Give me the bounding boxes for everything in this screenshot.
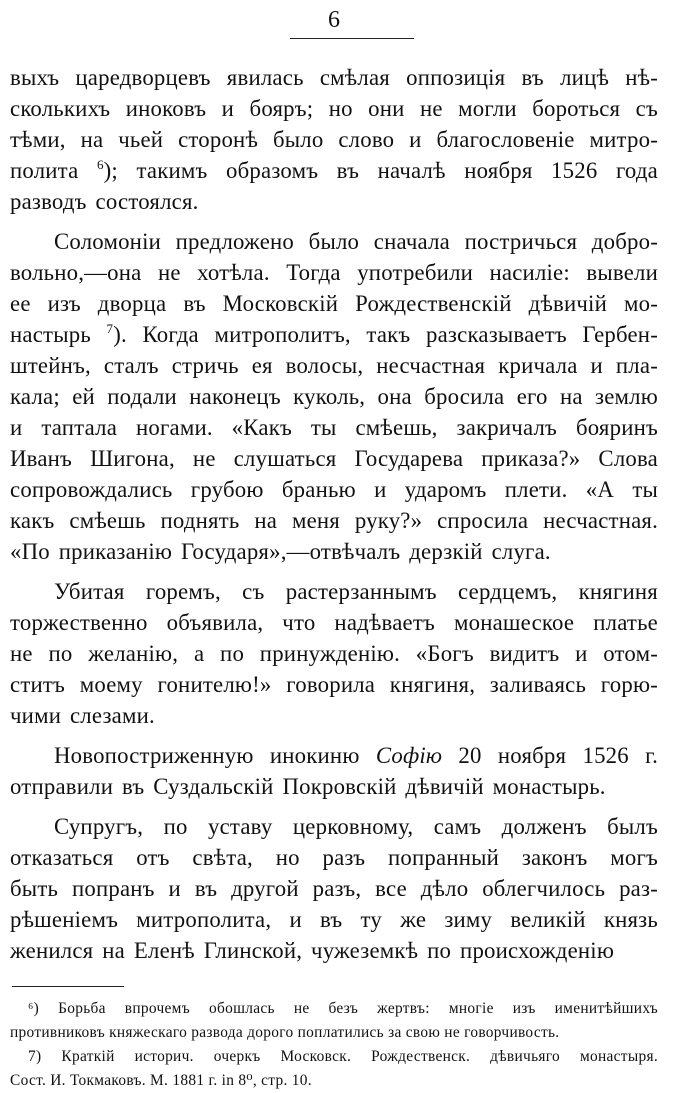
footnote-ref: 6 bbox=[96, 157, 104, 172]
line-text: настырь bbox=[10, 322, 107, 347]
text-line: ее изъ дворца въ Московскій Рождественскій дѣвичій мо- bbox=[10, 291, 658, 316]
paragraph bbox=[10, 226, 658, 567]
text-line: рѣшеніемъ митрополита, и въ ту же зиму великій князь bbox=[10, 907, 658, 932]
paragraph bbox=[10, 62, 658, 217]
text-line: и таптала ногами. «Какъ ты смѣешь, закричалъ бояринъ bbox=[10, 415, 658, 440]
text-line: ститъ моему гонителю!» говорила княгиня, заливаясь горю- bbox=[10, 672, 658, 697]
text-line: Соломоніи предложено было сначала постричься добро- bbox=[54, 229, 658, 254]
text-line: вольно,—она не хотѣла. Тогда употребили насиліе: вывели bbox=[10, 260, 658, 285]
footnote-line: ⁶) Борьба впрочемъ обошлась не безъ жертвъ: многіе изъ именитѣйшихъ bbox=[28, 1000, 658, 1017]
paragraph bbox=[10, 811, 658, 966]
text-line: Убитая горемъ, съ растерзаннымъ сердцемъ, княгиня bbox=[54, 579, 658, 604]
text-line: «По приказанію Государя»,—отвѣчалъ дерзкій слуга. bbox=[10, 539, 551, 564]
paragraph bbox=[10, 576, 658, 731]
line-text: 20 ноября 1526 г. bbox=[442, 743, 658, 768]
header-rule bbox=[290, 38, 414, 39]
line-text: ). Когда митрополитъ, такъ разсказываетъ Гербен- bbox=[113, 322, 658, 347]
line-text: Новопостриженную инокиню bbox=[54, 743, 376, 768]
paragraph-gap bbox=[10, 567, 658, 576]
line-text: ); такимъ образомъ въ началѣ ноября 1526 года bbox=[103, 158, 658, 183]
text-line bbox=[10, 319, 658, 350]
text-line: отправили въ Суздальскій Покровскій дѣвичій монастырь. bbox=[10, 774, 606, 799]
text-line: тѣми, на чьей сторонѣ было слово и благословеніе митро- bbox=[10, 127, 658, 152]
text-line: кала; ей подали наконецъ куколь, она бросила его на землю bbox=[10, 384, 658, 409]
paragraph bbox=[10, 740, 658, 802]
body-text bbox=[10, 62, 658, 966]
footnote-line: 7) Краткій историч. очеркъ Московск. Рождественск. дѣвичьяго монастыря. bbox=[28, 1048, 658, 1065]
text-line: не по желанію, а по принужденію. «Богъ видитъ и отом- bbox=[10, 641, 658, 666]
footnote-rule bbox=[12, 986, 124, 987]
footnotes bbox=[10, 997, 658, 1093]
page-number: 6 bbox=[328, 7, 340, 33]
text-line: сколькихъ иноковъ и бояръ; но они не могли бороться съ bbox=[10, 96, 658, 121]
text-line: женился на Еленѣ Глинской, чужеземкѣ по происхожденію bbox=[10, 938, 615, 963]
text-line: чими слезами. bbox=[10, 703, 155, 728]
text-line bbox=[10, 740, 658, 771]
paragraph-gap bbox=[10, 217, 658, 226]
text-line: отказаться отъ свѣта, но разъ попранный законъ могъ bbox=[10, 845, 658, 870]
footnote-line: противниковъ княжескаго развода дорого поплатились за свою не говорчивость. bbox=[10, 1024, 560, 1041]
footnote-line: Сост. И. Токмаковъ. М. 1881 г. in 8⁰, стр. 10. bbox=[10, 1072, 312, 1089]
text-line: какъ смѣешь поднять на меня руку?» спросила несчастная. bbox=[10, 508, 658, 533]
footnote-ref: 7 bbox=[106, 321, 114, 336]
text-line: быть попранъ и въ другой разъ, все дѣло облегчилось раз- bbox=[10, 876, 658, 901]
italic-name: Софію bbox=[375, 743, 443, 768]
text-line: штейнъ, сталъ стричь ея волосы, несчастная кричала и пла- bbox=[10, 353, 658, 378]
line-text: полита bbox=[10, 158, 97, 183]
paragraph-gap bbox=[10, 731, 658, 740]
text-line: сопровождались грубою бранью и ударомъ плети. «А ты bbox=[10, 477, 658, 502]
paragraph-gap bbox=[10, 802, 658, 811]
text-line: выхъ царедворцевъ явилась смѣлая оппозиція въ лицѣ нѣ- bbox=[10, 65, 658, 90]
text-line: Супругъ, по уставу церковному, самъ долженъ былъ bbox=[54, 814, 658, 839]
text-line: разводъ состоялся. bbox=[10, 189, 199, 214]
text-line: торжественно объявила, что надѣваетъ монашеское платье bbox=[10, 610, 658, 635]
text-line bbox=[10, 155, 658, 186]
text-line: Иванъ Шигона, не слушаться Государева приказа?» Слова bbox=[10, 446, 658, 471]
